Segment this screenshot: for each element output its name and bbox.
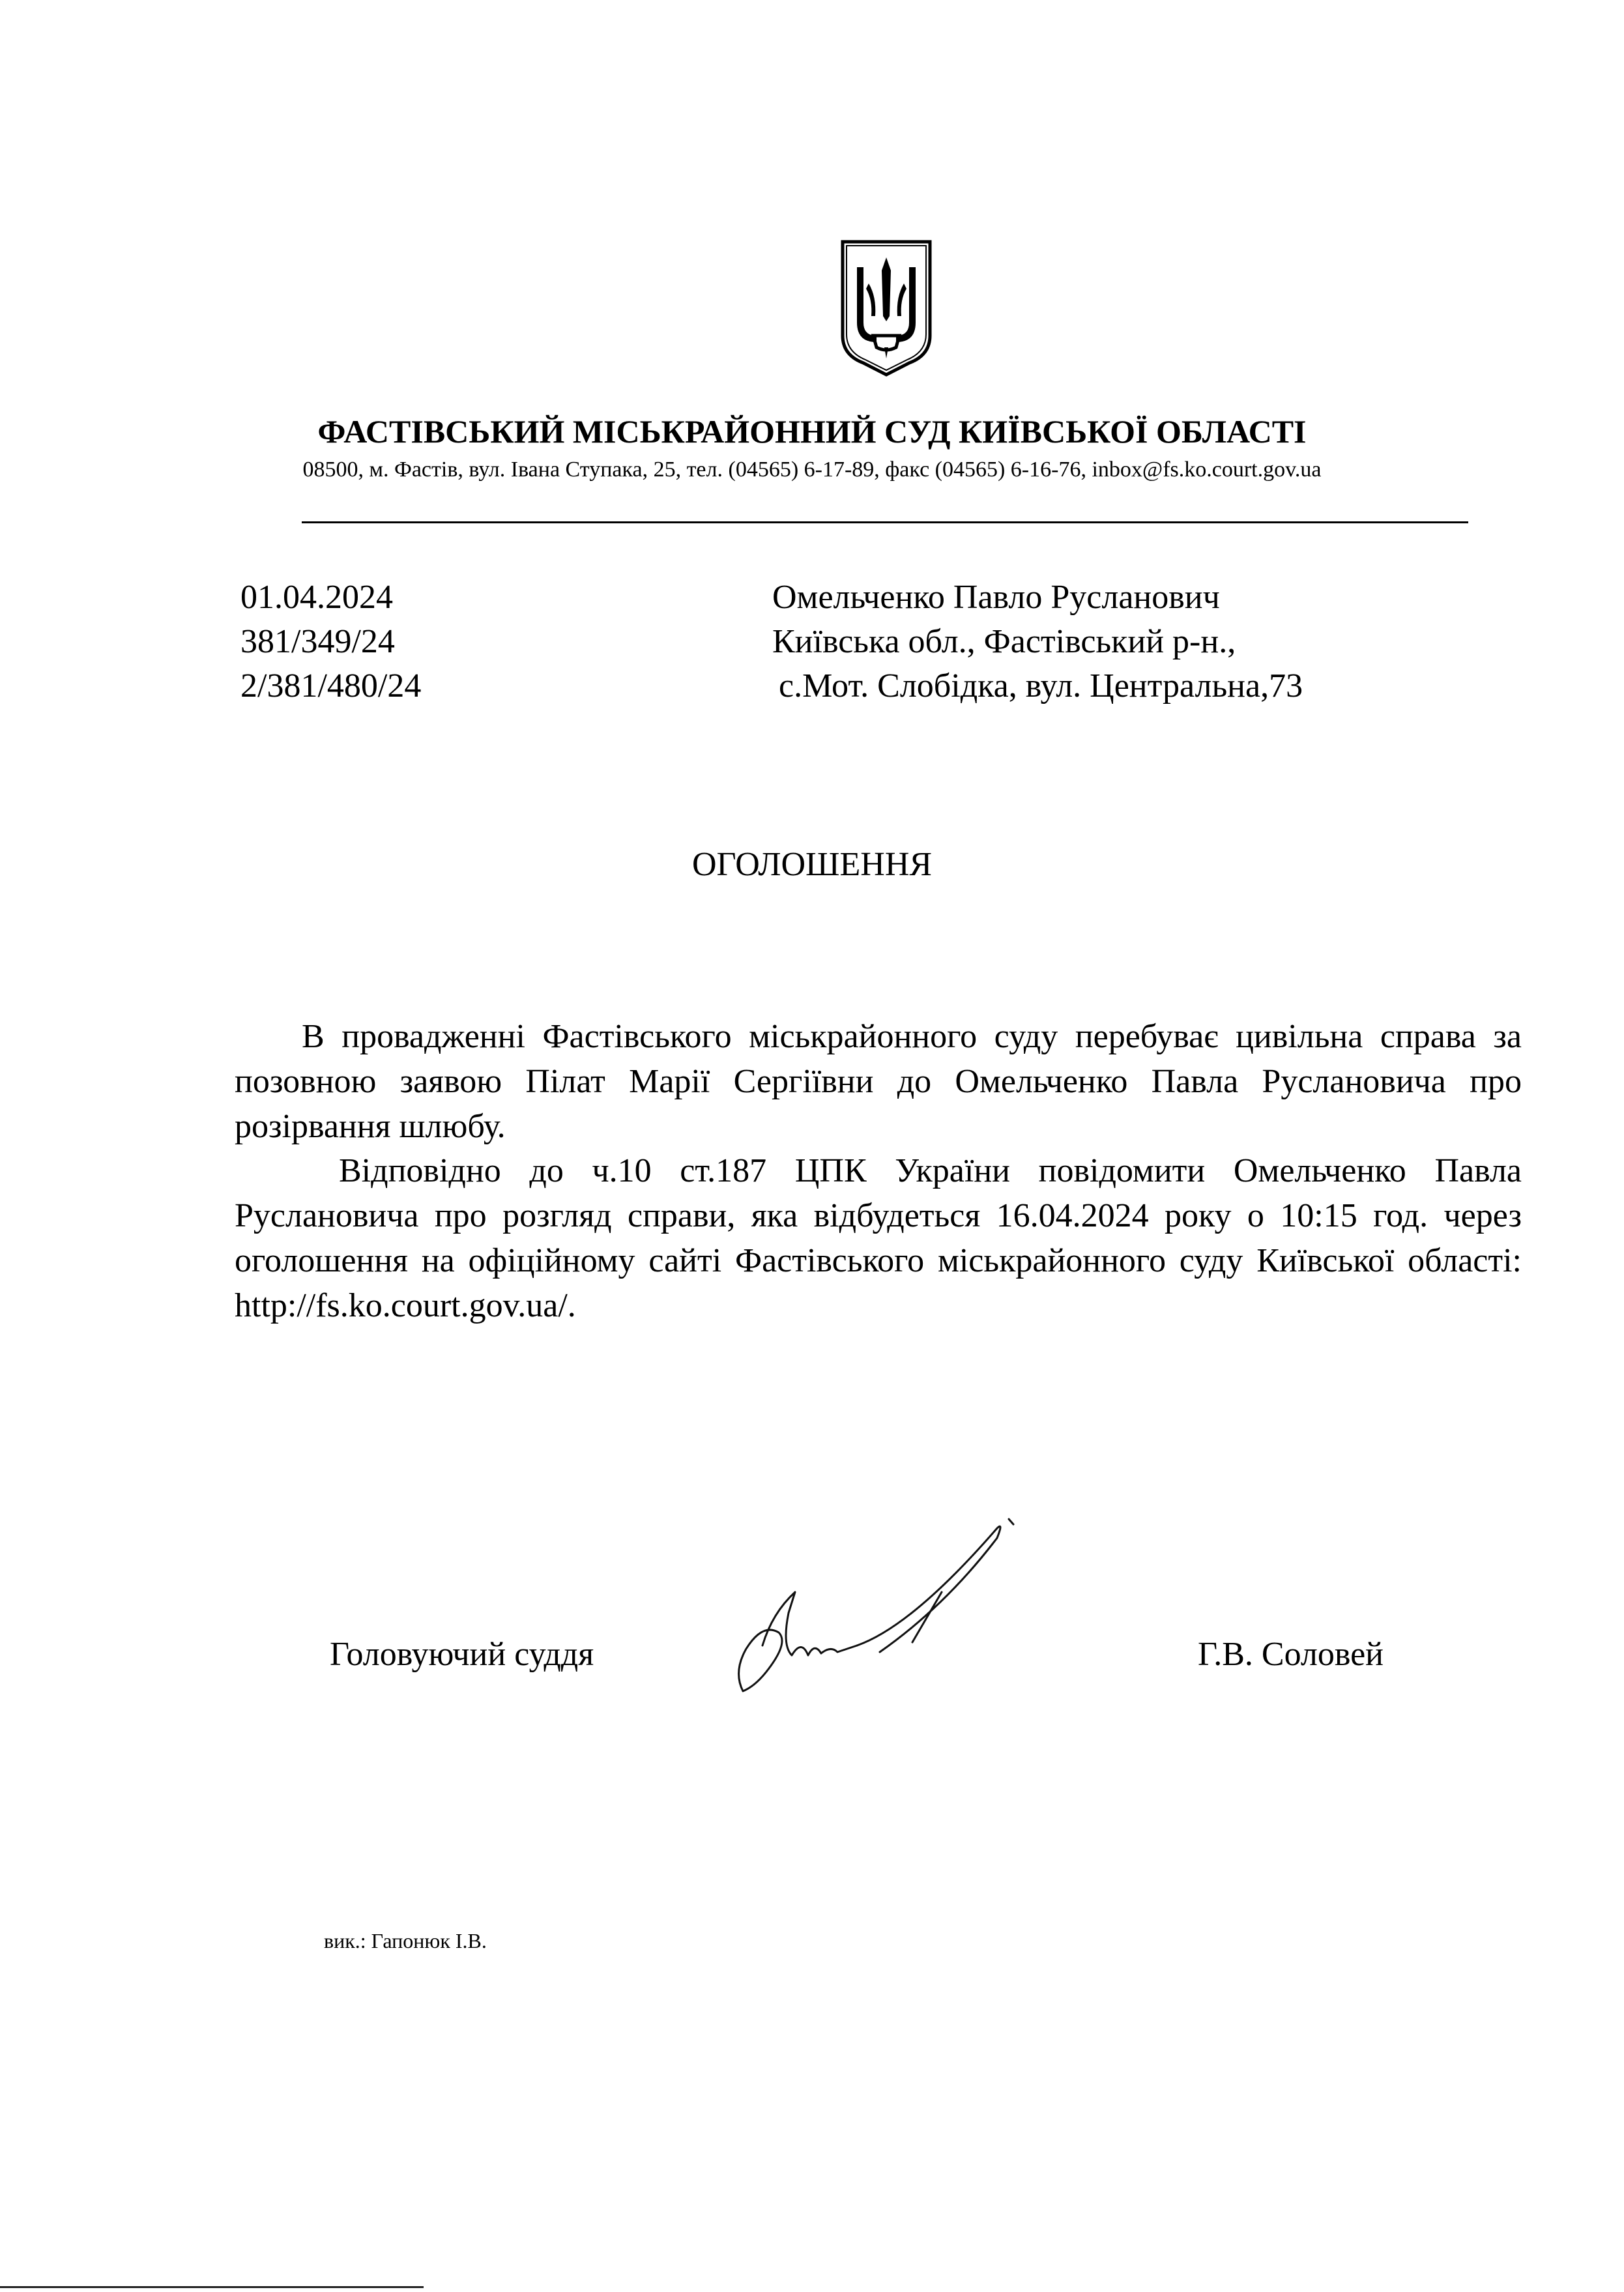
- header-divider: [302, 521, 1468, 523]
- case-number: 2/381/480/24: [240, 667, 422, 704]
- judge-position: Головуючий суддя: [330, 1636, 594, 1673]
- trident-emblem-icon: [837, 238, 935, 377]
- body-paragraph-1: В провадженні Фастівського міськрайонного суду перебуває цивільна справа за позовною заявою Пілат Марії Сергіївни до Омельченко Павла Руслановича про розірвання шлюбу.: [235, 1018, 1522, 1145]
- footer-scan-line: [0, 2286, 424, 2288]
- body-paragraph-2: Відповідно до ч.10 ст.187 ЦПК України повідомити Омельченко Павла Руслановича про розгляд справи, яка відбудеться 16.04.2024 року о 10:15 год. через оголошення на офіційному сайті Фастівського міськрайонного суду Київської області: http://fs.ko.court.gov.ua/.: [235, 1152, 1522, 1324]
- judge-name: Г.В. Соловей: [1198, 1636, 1384, 1673]
- outgoing-number: 381/349/24: [240, 623, 395, 660]
- recipient-name: Омельченко Павло Русланович: [772, 579, 1220, 616]
- recipient-address-line1: Київська обл., Фастівський р-н.,: [772, 623, 1236, 660]
- document-title: ОГОЛОШЕННЯ: [691, 846, 933, 883]
- handwritten-signature-icon: [717, 1515, 1082, 1711]
- executor-note: вик.: Гапонюк І.В.: [324, 1929, 487, 1952]
- recipient-address-line2: с.Мот. Слобідка, вул. Центральна,73: [779, 667, 1303, 704]
- document-date: 01.04.2024: [240, 579, 393, 616]
- court-address: 08500, м. Фастів, вул. Івана Ступака, 25, тел. (04565) 6-17-89, факс (04565) 6-16-76, inbox@fs.ko.court.gov.ua: [302, 457, 1322, 482]
- court-name: ФАСТІВСЬКИЙ МІСЬКРАЙОННИЙ СУД КИЇВСЬКОЇ ОБЛАСТІ: [317, 413, 1307, 450]
